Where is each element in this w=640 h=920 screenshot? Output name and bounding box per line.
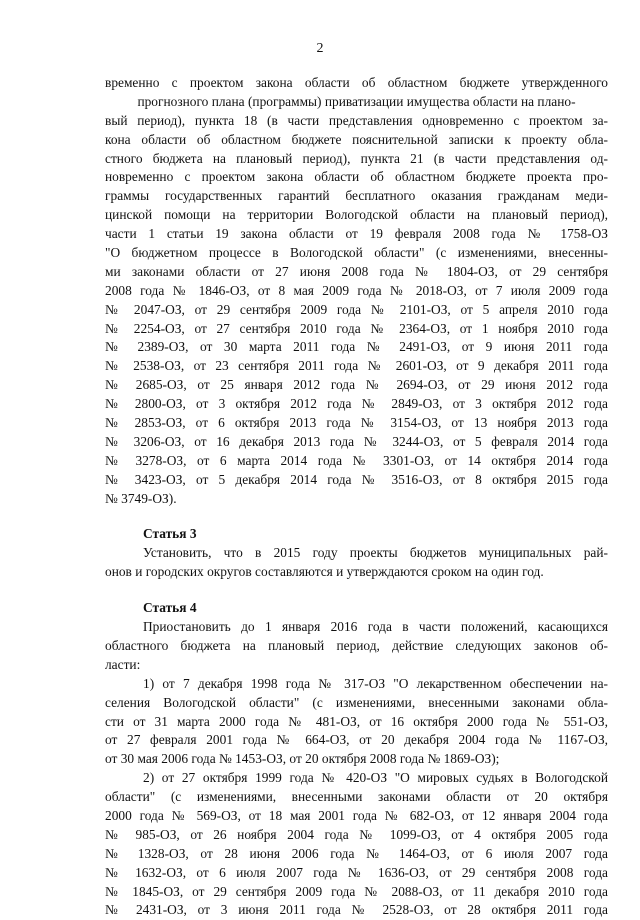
text-line: онов и городских округов составляются и утверждаются сроком на один год. xyxy=(105,564,544,580)
document-body xyxy=(105,74,608,920)
text-line: № 3278-ОЗ, от 6 марта 2014 года № 3301-ОЗ, от 14 октября 2014 года xyxy=(105,452,608,468)
paragraph-gap xyxy=(105,508,608,525)
text-line: 2008 года № 1846-ОЗ, от 8 мая 2009 года № 2018-ОЗ, от 7 июля 2009 года xyxy=(105,282,608,298)
paragraph-article2-continuation xyxy=(105,74,608,508)
text-line: цинской помощи на территории Вологодской области на плановый период), xyxy=(105,207,608,223)
text-line: прогнозного плана (программы) приватизации имущества области на плано- xyxy=(137,93,576,109)
text-line: области" (с изменениями, внесенными законами области от 20 октября xyxy=(105,789,608,805)
text-line: кона области об областном бюджете пояснительной записки к проекту обла- xyxy=(105,131,608,147)
text-line: № 3423-ОЗ, от 5 декабря 2014 года № 3516-ОЗ, от 8 октября 2015 года xyxy=(105,471,608,487)
text-line: вый период), пункта 18 (в части представления одновременно с проектом за- xyxy=(105,112,608,128)
paragraph-gap xyxy=(105,582,608,599)
page-number: 2 xyxy=(316,41,324,56)
text-line: селения Вологодской области" (с изменениями, внесенными законами обла- xyxy=(105,694,608,710)
text-line: сти от 31 марта 2000 года № 481-ОЗ, от 16 октября 2000 года № 551-ОЗ, xyxy=(105,713,608,729)
text-line: 2) от 27 октября 1999 года № 420-ОЗ "О мировых судьях в Вологодской xyxy=(143,770,608,786)
text-line: № 1632-ОЗ, от 6 июля 2007 года № 1636-ОЗ, от 29 сентября 2008 года xyxy=(105,864,608,880)
text-line: от 27 февраля 2001 года № 664-ОЗ, от 20 декабря 2004 года № 1167-ОЗ, xyxy=(105,732,608,748)
text-line: 1) от 7 декабря 1998 года № 317-ОЗ "О лекарственном обеспечении на- xyxy=(143,675,608,691)
text-line: № 1845-ОЗ, от 29 сентября 2009 года № 2088-ОЗ, от 11 декабря 2010 года xyxy=(105,883,608,899)
article-4 xyxy=(105,599,608,920)
text-line: № 3749-ОЗ). xyxy=(105,490,177,506)
text-line: № 985-ОЗ, от 26 ноября 2004 года № 1099-ОЗ, от 4 октября 2005 года xyxy=(105,826,608,842)
text-line: граммы государственных гарантий бесплатного оказания гражданам меди- xyxy=(105,188,608,204)
text-line: № 2047-ОЗ, от 29 сентября 2009 года № 2101-ОЗ, от 5 апреля 2010 года xyxy=(105,301,608,317)
text-line: № 2538-ОЗ, от 23 сентября 2011 года № 2601-ОЗ, от 9 декабря 2011 года xyxy=(105,358,608,374)
text-line: Установить, что в 2015 году проекты бюджетов муниципальных рай- xyxy=(143,545,608,561)
article-3 xyxy=(105,525,608,582)
text-line: временно с проектом закона области об областном бюджете утвержденного xyxy=(105,75,608,90)
text-line: № 2800-ОЗ, от 3 октября 2012 года № 2849-ОЗ, от 3 октября 2012 года xyxy=(105,396,608,412)
article-heading: Статья 3 xyxy=(143,526,197,542)
text-line: Приостановить до 1 января 2016 года в части положений, касающихся xyxy=(143,619,608,635)
text-line: № 2254-ОЗ, от 27 сентября 2010 года № 2364-ОЗ, от 1 ноября 2010 года xyxy=(105,320,608,336)
text-line: № 2685-ОЗ, от 25 января 2012 года № 2694-ОЗ, от 29 июня 2012 года xyxy=(105,377,608,393)
text-line: № 1328-ОЗ, от 28 июня 2006 года № 1464-ОЗ, от 6 июля 2007 года xyxy=(105,845,608,861)
text-line: областного бюджета на плановый период, действие следующих законов об- xyxy=(105,637,608,653)
text-line: стного бюджета на плановый период), пункта 21 (в части представления од- xyxy=(105,150,608,166)
text-line: № 2431-ОЗ, от 3 июня 2011 года № 2528-ОЗ, от 28 октября 2011 года xyxy=(105,902,608,918)
text-line: 2000 года № 569-ОЗ, от 18 мая 2001 года № 682-ОЗ, от 12 января 2004 года xyxy=(105,807,608,823)
text-line: "О бюджетном процессе в Вологодской области" (с изменениями, внесенны- xyxy=(105,245,608,261)
text-line: № 2389-ОЗ, от 30 марта 2011 года № 2491-ОЗ, от 9 июня 2011 года xyxy=(105,339,608,355)
text-line: части 1 статьи 19 закона области от 19 февраля 2008 года № 1758-ОЗ xyxy=(105,226,608,242)
text-line: № 3206-ОЗ, от 16 декабря 2013 года № 3244-ОЗ, от 5 февраля 2014 года xyxy=(105,433,608,449)
text-line: ласти: xyxy=(105,656,141,672)
text-line: новременно с проектом закона области об областном бюджете проекта про- xyxy=(105,169,608,185)
text-line: № 2853-ОЗ, от 6 октября 2013 года № 3154-ОЗ, от 13 ноября 2013 года xyxy=(105,415,608,431)
text-line: ми законами области от 27 июня 2008 года № 1804-ОЗ, от 29 сентября xyxy=(105,263,608,279)
text-line: от 30 мая 2006 года № 1453-ОЗ, от 20 октября 2008 года № 1869-ОЗ); xyxy=(105,751,500,767)
article-heading: Статья 4 xyxy=(143,600,197,616)
